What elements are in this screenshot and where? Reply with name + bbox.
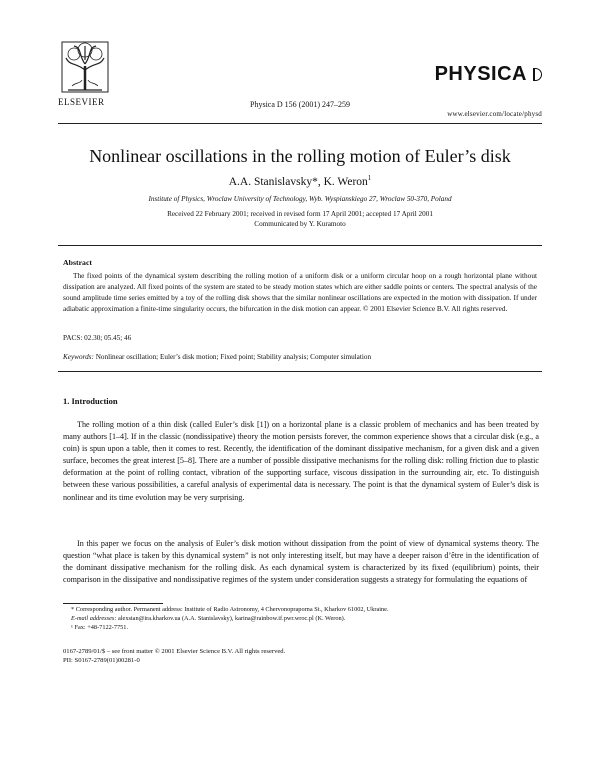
intro-paragraph-1: The rolling motion of a thin disk (called Euler’s disk [1]) on a horizontal plane is a classic problem of mechanics and has been treated by many authors [1–4]. If in the classic (nondissipative) theory the motion persists forever, the common experience shows that a circular disk (e.g., a coin) is spun upon a table, then it comes to rest. Recently, the identification of the dominant dissipative mechanism, for a given disk and a given surface, becomes the great interest [5–8]. There are a number of possible dissipative mechanisms for the rolling disk: rolling friction due to plastic deformation at the point of rolling contact, vibration of the supporting surface, viscous dissipation in the surrounding air, etc. To distinguish between these various possibilities, a careful analysis of experimental data is necessary. The point is that the dynamical system of Euler’s disk is nonlinear and its time evolution may be very surprising.	[63, 420, 539, 502]
article-dates: Received 22 February 2001; received in revised form 17 April 2001; accepted 17 April 2001	[167, 210, 433, 218]
abstract-top-rule	[58, 245, 542, 246]
publisher-name: ELSEVIER	[58, 97, 105, 107]
pii-line: PII: S0167-2789(01)00281-0	[63, 657, 140, 665]
physica-d-mark-icon	[533, 68, 542, 81]
footnote-fax: ¹ Fax: +48-7122-7751.	[71, 624, 129, 632]
article-authors	[0, 174, 600, 188]
journal-logo	[435, 63, 542, 86]
keywords-label: Keywords:	[63, 353, 94, 361]
article-title: Nonlinear oscillations in the rolling motion of Euler’s disk	[89, 146, 511, 166]
journal-url[interactable]: www.elsevier.com/locate/physd	[447, 110, 542, 118]
footnote-email-addresses: alexstan@ira.kharkov.ua (A.A. Stanislavsky), karina@rainbow.if.pwr.wroc.pl (K. Weron).	[116, 615, 346, 623]
header-rule	[58, 123, 542, 124]
communicated-by: Communicated by Y. Kuramoto	[254, 220, 346, 228]
footnote-corresponding: * Corresponding author. Permanent address: Institute of Radio Astronomy, 4 Chervonopraporna St., Kharkov 61002, Ukraine.	[71, 606, 389, 613]
footnote-emails	[63, 614, 543, 623]
author-names: A.A. Stanislavsky*, K. Weron	[228, 175, 368, 188]
footnotes	[63, 605, 543, 632]
abstract-bottom-rule	[58, 371, 542, 372]
elsevier-tree-logo	[60, 40, 110, 100]
author-footnote-mark: 1	[367, 174, 372, 182]
journal-logo-text: PHYSICA	[434, 63, 527, 85]
journal-reference: Physica D 156 (2001) 247–259	[250, 100, 350, 109]
footnote-rule	[63, 603, 163, 604]
affiliation: Institute of Physics, Wroclaw University of Technology, Wyb. Wyspianskiego 27, Wroclaw 50-370, Poland	[148, 195, 452, 203]
footnote-email-label: E-mail addresses:	[71, 615, 117, 623]
keywords	[63, 353, 371, 361]
abstract-text: The fixed points of the dynamical system describing the rolling motion of a uniform disk or a uniform circular hoop on a rough horizontal plane without dissipation are analyzed. All fixed points of the system are stated to be steady motion states which are either saddle points or centers. The spectral analysis of the sound amplitude time series emitted by a toy of the rolling disk shows that the similar nonlinear oscillations are expected in the motion with dissipation. If under adiabatic approximation a finite-time singularity occurs, the bifurcation in the disk motion can appear. © 2001 Elsevier Science B.V. All rights reserved.	[63, 271, 537, 313]
keywords-list: Nonlinear oscillation; Euler’s disk motion; Fixed point; Stability analysis; Computer simulation	[95, 353, 372, 361]
front-matter	[63, 647, 285, 665]
intro-paragraph-2: In this paper we focus on the analysis of Euler’s disk motion without dissipation from the point of view of dynamical systems theory. The question “what place is taken by this dynamical system” is not only interesting itself, but may have a deeper raison d’être in the identification of the dominant dissipative mechanism for the rolling disk. As each dynamical system is characterized by its fixed (equilibrium) points, their comparison in the dissipative and nondissipative regimes of the system under consideration suggests a strategy for formulating the equations of	[63, 539, 539, 585]
copyright-line: 0167-2789/01/$ – see front matter © 2001 Elsevier Science B.V. All rights reserved.	[63, 648, 286, 655]
abstract-heading: Abstract	[63, 258, 93, 267]
section-heading: 1. Introduction	[63, 396, 118, 406]
pacs-codes: PACS: 02.30; 05.45; 46	[63, 334, 132, 342]
